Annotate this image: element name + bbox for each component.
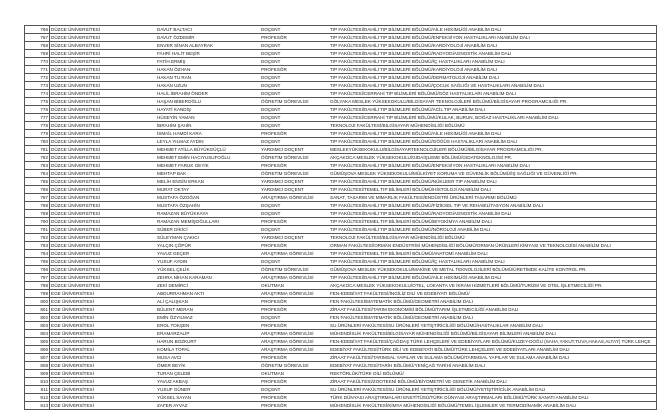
university-cell: EGE ÜNİVERSİTESİ — [49, 394, 156, 401]
name-cell: KOMİLA TOPAL — [157, 347, 190, 352]
title-cell: YARDIMCI DOÇENT — [261, 179, 304, 184]
department-cell: FEN-EDEBİYAT FAKÜLTESİ/ÇAĞDAŞ TÜRK LEHÇELERİ VE EDEBİYATLARI BÖLÜMÜ/KUZEY-DOĞU (SAHA,YAKUT,TUVA,HAKAS,ALTAY) TÜRK LEHÇE — [330, 339, 651, 344]
title-cell: PROFESÖR — [261, 163, 287, 168]
name-cell: HALİL İBRAHİM ÖNDER — [157, 91, 208, 96]
university-cell: EGE ÜNİVERSİTESİ — [49, 346, 156, 353]
row-number: 794 — [40, 251, 48, 256]
row-number: 793 — [40, 243, 48, 248]
title-cell: ARAŞTIRMA GÖREVLİSİ — [261, 339, 314, 344]
university-cell: EGE ÜNİVERSİTESİ — [49, 386, 156, 393]
name-cell: İSMAİL HAMDİ KARA — [157, 131, 202, 136]
title-cell: DOÇENT — [261, 91, 281, 96]
row-number: 784 — [40, 171, 48, 176]
name-cell: YUSUF GÜNER — [157, 387, 191, 392]
university-cell: DÜZCE ÜNİVERSİTESİ — [49, 250, 156, 257]
row-number: 791 — [40, 227, 48, 232]
row-number: 789 — [40, 211, 48, 216]
department-cell: EDEBİYAT FAKÜLTESİ/TARİH BÖLÜMÜ/YENİÇAĞ TARİHİ ANABİLİM DALI — [330, 363, 486, 368]
title-cell: ÖĞRETİM GÖREVLİSİ — [261, 155, 309, 160]
name-cell: MEHMET EMİN HACIYUSUFOĞLU — [157, 155, 231, 160]
table-row — [25, 386, 656, 394]
department-cell: TIP FAKÜLTESİ/DAHİLİ TIP BİLİMLERİ BÖLÜMÜ/İÇ HASTALIKLARI ANABİLİM DALI — [330, 59, 505, 64]
department-cell: TIP FAKÜLTESİ/DAHİLİ TIP BİLİMLERİ BÖLÜMÜ/İÇ HASTALIKLARI ANABİLİM DALI — [330, 259, 505, 264]
department-cell: MESLEKYÜKSEKOKULU/BİLGİSAYARTEKNOLOJİLERİ BÖLÜMÜ/BİLGİSAYAR PROGRAMCILIĞI PR. — [330, 147, 543, 152]
university-cell: DÜZCE ÜNİVERSİTESİ — [49, 114, 156, 121]
row-number: 783 — [40, 163, 48, 168]
name-cell: ÖMER BEYİK — [157, 363, 186, 368]
university-cell: EGE ÜNİVERSİTESİ — [49, 306, 156, 313]
row-number: 767 — [40, 35, 48, 40]
department-cell: TEKNOLOJİ FAKÜLTESİ/BİLGİSAYAR MÜHENDİSLİĞİ BÖLÜMÜ — [330, 123, 465, 128]
university-cell: DÜZCE ÜNİVERSİTESİ — [49, 282, 156, 289]
university-cell: DÜZCE ÜNİVERSİTESİ — [49, 274, 156, 281]
table-row — [25, 370, 656, 378]
title-cell: PROFESÖR — [261, 131, 287, 136]
title-cell: DOÇENT — [261, 203, 281, 208]
row-number: 796 — [40, 267, 48, 272]
name-cell: ENVER SİNAN ALBAYRAK — [157, 43, 214, 48]
title-cell: PROFESÖR — [261, 403, 287, 408]
table-row — [25, 122, 656, 130]
name-cell: ERAMARZALİP — [157, 331, 190, 336]
department-cell: EDEBİYAT FAKÜLTESİ/TÜRK DİLİ VE EDEBİYATI BÖLÜMÜ/TÜRK LEHÇELERİ VE EDEBİYATLARI ANABİLİM DALI — [330, 347, 570, 352]
table-row — [25, 66, 656, 74]
title-cell: PROFESÖR — [261, 219, 287, 224]
title-cell: DOÇENT — [261, 387, 281, 392]
university-cell: EGE ÜNİVERSİTESİ — [49, 330, 156, 337]
table-row — [25, 218, 656, 226]
title-cell: DOÇENT — [261, 227, 281, 232]
name-cell: İBRAHİM ŞAHİN — [157, 123, 192, 128]
name-cell: MUSA AVCI — [157, 355, 182, 360]
title-cell: ARAŞTIRMA GÖREVLİSİ — [261, 331, 314, 336]
title-cell: DOÇENT — [261, 43, 281, 48]
table-row — [25, 234, 656, 242]
title-cell: DOÇENT — [261, 315, 281, 320]
department-cell: TIP FAKÜLTESİ/CERRAHİ TIP BİLİMLERİ BÖLÜMÜ/KULAK, BURUN, BOĞAZ HASTALIKLARI ANABİLİM DALI — [330, 115, 559, 120]
department-cell: TIP FAKÜLTESİ/CERRAHİ TIP BİLİMLERİ BÖLÜMÜ/GÖZ HASTALIKLARI ANABİLİM DALI — [330, 91, 516, 96]
row-number: 804 — [40, 331, 48, 336]
table-row — [25, 202, 656, 210]
department-cell: TIP FAKÜLTESİ/DAHİLİ TIP BİLİMLERİ BÖLÜMÜ/RADYODİAGNOSTİK ANABİLİM DALI — [330, 51, 512, 56]
department-cell: FEN-EDEBİYAT FAKÜLTESİ/İNGİLİZ DİLİ VE EDEBİYATI BÖLÜMÜ/ — [330, 291, 470, 296]
department-cell: TIP FAKÜLTESİ/DAHİLİ TIP BİLİMLERİ BÖLÜMÜ/NÖROLOJİ ANABİLİM DALI — [330, 227, 491, 232]
title-cell: ÖĞRETİM GÖREVLİSİ — [261, 171, 309, 176]
table-row — [25, 154, 656, 162]
name-cell: DAVUT ÖZDEMİR — [157, 35, 195, 40]
name-cell: DAVUT BALTACI — [157, 27, 192, 32]
title-cell: YARDIMCI DOÇENT — [261, 147, 304, 152]
name-cell: SÜBER DİKİCİ — [157, 227, 188, 232]
row-number: 785 — [40, 179, 48, 184]
university-cell: DÜZCE ÜNİVERSİTESİ — [49, 234, 156, 241]
department-cell: MÜHENDİSLİK FAKÜLTESİ/KİMYA MÜHENDİSLİĞİ BÖLÜMÜ/TEMEL İŞLEMLER VE TERMODİNAMİK ANABİLİM DALI — [330, 403, 577, 408]
row-number: 786 — [40, 187, 48, 192]
table-row — [25, 170, 656, 178]
name-cell: MUSTAFA ÖZOĞAN — [157, 195, 200, 200]
name-cell: ZEHRA NİHAN KARAMAN — [157, 275, 212, 280]
row-number: 803 — [40, 323, 48, 328]
row-number: 810 — [40, 379, 48, 384]
row-number: 779 — [40, 131, 48, 136]
table-row — [25, 146, 656, 154]
table-row — [25, 314, 656, 322]
department-cell: SU ÜRÜNLERİ FAKÜLTESİ/SU ÜRÜNLERİ YETİŞTİRİCİLİĞİ BÖLÜMÜ/YETİŞTİRİCİLİK ANABİLİM DALI — [330, 387, 546, 392]
name-cell: EMİN ÖZYILMAZ — [157, 315, 193, 320]
title-cell: PROFESÖR — [261, 379, 287, 384]
table-row — [25, 306, 656, 314]
row-number: 805 — [40, 339, 48, 344]
university-cell: DÜZCE ÜNİVERSİTESİ — [49, 58, 156, 65]
staff-table — [24, 25, 657, 410]
department-cell: TIP FAKÜLTESİ/TEMEL TIP BİLİMLERİ BÖLÜMÜ/ANATOMİ ANABİLİM DALI — [330, 251, 488, 256]
row-number: 812 — [40, 395, 48, 400]
department-cell: TIP FAKÜLTESİ/DAHİLİ TIP BİLİMLERİ BÖLÜMÜ/DERMATOLOJİ ANABİLİM DALI — [330, 75, 499, 80]
name-cell: HÜSEYİN YAMAN — [157, 115, 195, 120]
row-number: 811 — [40, 387, 48, 392]
row-number: 807 — [40, 355, 48, 360]
name-cell: YUSUF AYDIN — [157, 259, 188, 264]
title-cell: DOÇENT — [261, 51, 281, 56]
title-cell: DOÇENT — [261, 139, 281, 144]
department-cell: SANAT, TASARIM VE MİMARLIK FAKÜLTESİ/ENDÜSTRİ ÜRÜNLERİ TASARIMI BÖLÜMÜ — [330, 195, 517, 200]
row-number: 788 — [40, 203, 48, 208]
university-cell: EGE ÜNİVERSİTESİ — [49, 378, 156, 385]
name-cell: EROL TOKŞEN — [157, 323, 190, 328]
university-cell: DÜZCE ÜNİVERSİTESİ — [49, 258, 156, 265]
department-cell: FEN FAKÜLTESİ/MATEMATİK BÖLÜMÜ/GEOMETRİ ANABİLİM DALI — [330, 315, 473, 320]
name-cell: RAMAZAN MEMİŞOĞULLARI — [157, 219, 220, 224]
department-cell: REKTÖRLÜK/TÜRK DİLİ BÖLÜMÜ/ — [330, 371, 404, 376]
table-row — [25, 114, 656, 122]
table-row — [25, 194, 656, 202]
department-cell: AKÇAKOCA MESLEK YÜKSEKOKULU/OTEL, LOKANTA VE İKRAM HİZMETLERİ BÖLÜMÜ/TURİZM VE OTEL İŞLETMECİLİĞİ PR. — [330, 283, 603, 288]
title-cell: DOÇENT — [261, 75, 281, 80]
title-cell: ÖĞRETİM GÖREVLİSİ — [261, 267, 309, 272]
row-number: 809 — [40, 371, 48, 376]
department-cell: ZİRAAT FAKÜLTESİ/TARIMSAL YAPILAR VE SULAMA BÖLÜMÜ/TARIMSAL YAPILAR VE SULAMA ANABİLİM DALI — [330, 355, 570, 360]
university-cell: DÜZCE ÜNİVERSİTESİ — [49, 242, 156, 249]
row-number: 776 — [40, 107, 48, 112]
university-cell: EGE ÜNİVERSİTESİ — [49, 362, 156, 369]
name-cell: FATİH ERMİŞ — [157, 59, 186, 64]
table-row — [25, 106, 656, 114]
university-cell: DÜZCE ÜNİVERSİTESİ — [49, 170, 156, 177]
table-row — [25, 282, 656, 290]
title-cell: DOÇENT — [261, 211, 281, 216]
title-cell: PROFESÖR — [261, 35, 287, 40]
name-cell: YAVUZ AKBAŞ — [157, 379, 188, 384]
title-cell: ÖĞRETİM GÖREVLİSİ — [261, 363, 309, 368]
table-row — [25, 82, 656, 90]
department-cell: TIP FAKÜLTESİ/DAHİLİ TIP BİLİMLERİ BÖLÜMÜ/KARDİYOLOJİ ANABİLİM DALI — [330, 67, 498, 72]
department-cell: TIP FAKÜLTESİ/DAHİLİ TIP BİLİMLERİ BÖLÜMÜ/FİZİKSEL TIP VE REHABİLİTASYON ANABİLİM DALI — [330, 203, 543, 208]
title-cell: OKUTMAN — [261, 283, 284, 288]
name-cell: SÜLEYMAN ÇAKICI — [157, 235, 199, 240]
title-cell: ARAŞTIRMA GÖREVLİSİ — [261, 195, 314, 200]
department-cell: TIP FAKÜLTESİ/DAHİLİ TIP BİLİMLERİ BÖLÜMÜ/GÖĞÜS HASTALIKLARI ANABİLİM DALI — [330, 139, 518, 144]
university-cell: DÜZCE ÜNİVERSİTESİ — [49, 98, 156, 105]
university-cell: DÜZCE ÜNİVERSİTESİ — [49, 82, 156, 89]
table-row — [25, 378, 656, 386]
table-row — [25, 354, 656, 362]
department-cell: ORMAN FAKÜLTESİ/ORMAN ENDÜSTRİSİ MÜHENDİSLİĞİ BÖLÜMÜ/ORMAN ÜRÜNLERİ KİMYASI VE TEKNOLOJİSİ ANABİLİM DALI — [330, 243, 611, 248]
row-number: 774 — [40, 91, 48, 96]
table-row — [25, 138, 656, 146]
university-cell: DÜZCE ÜNİVERSİTESİ — [49, 106, 156, 113]
university-cell: EGE ÜNİVERSİTESİ — [49, 290, 156, 297]
department-cell: AKÇAKOCA MESLEK YÜKSEKOKULU/GIDAİŞLEME BÖLÜMÜ/GIDATEKNOLOJİSİ PR. — [330, 155, 513, 160]
department-cell: GÜMÜŞOVA MESLEK YÜKSEKOKULU/MÜLKİYET KORUMA VE GÜVENLİK BÖLÜMÜ/İŞ SAĞLIĞI VE GÜVENLİĞİ PR. — [330, 171, 578, 176]
department-cell: TIP FAKÜLTESİ/DAHİLİ TIP BİLİMLERİ BÖLÜMÜ/AİLE HEKİMLİĞİ ANABİLİM DALI — [330, 275, 502, 280]
department-cell: TÜRK DÜNYASI ARAŞTIRMALARI ENSTİTÜSÜ/TÜRK DÜNYASI ARAŞTIRMALARI BÖLÜMÜ/TÜRK SANATI ANABİLİM DALI — [330, 395, 589, 400]
department-cell: ZİRAAT FAKÜLTESİ/ZOOTEKNİ BÖLÜMÜ/BİYOMETRİ VE GENETİK ANABİLİM DALI — [330, 379, 507, 384]
name-cell: HAKAN ÖZHAN — [157, 67, 191, 72]
department-cell: TIP FAKÜLTESİ/DAHİLİ TIP BİLİMLERİ BÖLÜMÜ/AİLE HEKİMLİĞİ ANABİLİM DALI — [330, 27, 502, 32]
department-cell: TIP FAKÜLTESİ/DAHİLİ TIP BİLİMLERİ BÖLÜMÜ/ÇOCUK SAĞLIĞI VE HASTALIKLARI ANABİLİM DALI — [330, 83, 544, 88]
title-cell: PROFESÖR — [261, 67, 287, 72]
university-cell: EGE ÜNİVERSİTESİ — [49, 402, 156, 409]
title-cell: PROFESÖR — [261, 395, 287, 400]
row-number: 798 — [40, 283, 48, 288]
table-row — [25, 98, 656, 106]
row-number: 790 — [40, 219, 48, 224]
row-number: 806 — [40, 347, 48, 352]
table-row — [25, 298, 656, 306]
table-row — [25, 74, 656, 82]
title-cell: ÖĞRETİM GÖREVLİSİ — [261, 99, 309, 104]
table-row — [25, 50, 656, 58]
row-number: 795 — [40, 259, 48, 264]
name-cell: YÜKSEL SAYAN — [157, 395, 192, 400]
university-cell: DÜZCE ÜNİVERSİTESİ — [49, 122, 156, 129]
title-cell: PROFESÖR — [261, 307, 287, 312]
table-row — [25, 186, 656, 194]
university-cell: DÜZCE ÜNİVERSİTESİ — [49, 226, 156, 233]
department-cell: TIP FAKÜLTESİ/DAHİLİ TIP BİLİMLERİ BÖLÜMÜ/ENFEKSİYON HASTALIKLARI ANABİLİM DALI — [330, 35, 530, 40]
title-cell: ARAŞTIRMA GÖREVLİSİ — [261, 251, 314, 256]
table-row — [25, 338, 656, 346]
university-cell: DÜZCE ÜNİVERSİTESİ — [49, 202, 156, 209]
university-cell: DÜZCE ÜNİVERSİTESİ — [49, 26, 156, 33]
row-number: 777 — [40, 115, 48, 120]
department-cell: MÜHENDİSLİK FAKÜLTESİ/BİLGİSAYAR MÜHENDİSLİĞİ BÖLÜMÜ/BİLGİSAYAR BİLİMLERİ ANABİLİM DALI — [330, 331, 556, 336]
row-number: 769 — [40, 51, 48, 56]
title-cell: ARAŞTIRMA GÖREVLİSİ — [261, 291, 314, 296]
table-row — [25, 42, 656, 50]
table-row — [25, 330, 656, 338]
name-cell: HAKAN TU RAN — [157, 75, 192, 80]
table-row — [25, 274, 656, 282]
department-cell: SU ÜRÜNLERİ FAKÜLTESİ/SU ÜRÜNLERİ YETİŞTİRİCİLİĞİ BÖLÜMÜ/HASTALIKLAR ANABİLİM DALI — [330, 323, 543, 328]
department-cell: GÜMÜŞOVA MESLEK YÜKSEKOKULU/MAKİNE VE METAL TEKNOLOJİLERİ BÖLÜMÜ/ÜRETİMDE KALİTE KONTROL PR. — [330, 267, 587, 272]
university-cell: DÜZCE ÜNİVERSİTESİ — [49, 66, 156, 73]
row-number: 773 — [40, 83, 48, 88]
row-number: 792 — [40, 235, 48, 240]
university-cell: DÜZCE ÜNİVERSİTESİ — [49, 42, 156, 49]
university-cell: DÜZCE ÜNİVERSİTESİ — [49, 218, 156, 225]
department-cell: TIP FAKÜLTESİ/DAHİLİ TIP BİLİMLERİ BÖLÜMÜ/RADYODİAGNOSTİK ANABİLİM DALI — [330, 211, 512, 216]
row-number: 771 — [40, 67, 48, 72]
department-cell: TIP FAKÜLTESİ/DAHİLİ TIP BİLİMLERİ BÖLÜMÜ/ACİL TIP ANABİLİM DALI — [330, 107, 486, 112]
title-cell: DOÇENT — [261, 83, 281, 88]
name-cell: MELİH ENGİN ERKAN — [157, 179, 204, 184]
name-cell: FAHRİ HALİT BEŞİR — [157, 51, 200, 56]
university-cell: EGE ÜNİVERSİTESİ — [49, 354, 156, 361]
row-number: 781 — [40, 147, 48, 152]
name-cell: TURAN ÇELEBİ — [157, 371, 191, 376]
row-number: 802 — [40, 315, 48, 320]
department-cell: GÖLYAKA MESLEK YÜKSEKOKULU/BİLGİSAYAR TEKNOLOJİLERİ BÖLÜMÜ/BİLGİSAYAR PROGRAMCILIĞI PR. — [330, 99, 568, 104]
university-cell: EGE ÜNİVERSİTESİ — [49, 370, 156, 377]
department-cell: TEKNOLOJİ FAKÜLTESİ/BİLGİSAYAR MÜHENDİSLİĞİ BÖLÜMÜ — [330, 235, 465, 240]
name-cell: HARUN BOZKURT — [157, 339, 197, 344]
table-row — [25, 34, 656, 42]
row-number: 808 — [40, 363, 48, 368]
table-row — [25, 226, 656, 234]
table-row — [25, 210, 656, 218]
department-cell: FEN FAKÜLTESİ/MATEMATİK BÖLÜMÜ/GEOMETRİ ANABİLİM DALI — [330, 299, 473, 304]
university-cell: EGE ÜNİVERSİTESİ — [49, 314, 156, 321]
university-cell: DÜZCE ÜNİVERSİTESİ — [49, 162, 156, 169]
row-number: 778 — [40, 123, 48, 128]
row-number: 799 — [40, 291, 48, 296]
table-row — [25, 362, 656, 370]
title-cell: ARAŞTIRMA GÖREVLİSİ — [261, 275, 314, 280]
title-cell: YARDIMCI DOÇENT — [261, 187, 304, 192]
department-cell: TIP FAKÜLTESİ/TEMEL TIP BİLİMLERİ BÖLÜMÜ/BİYOKİMYA ANABİLİM DALI — [330, 219, 492, 224]
table-row — [25, 322, 656, 330]
name-cell: MUSTAFA ÖZŞAHİN — [157, 203, 200, 208]
table-row — [25, 162, 656, 170]
title-cell: PROFESÖR — [261, 243, 287, 248]
table-row — [25, 346, 656, 354]
name-cell: RAMAZAN BÜYÜKKAYA — [157, 211, 209, 216]
university-cell: DÜZCE ÜNİVERSİTESİ — [49, 146, 156, 153]
table-row — [25, 178, 656, 186]
row-number: 772 — [40, 75, 48, 80]
title-cell: DOÇENT — [261, 123, 281, 128]
table-row — [25, 266, 656, 274]
name-cell: MEHMET ATİLLA BÜYÜKGÜÇLÜ — [157, 147, 226, 152]
university-cell: DÜZCE ÜNİVERSİTESİ — [49, 90, 156, 97]
row-number: 787 — [40, 195, 48, 200]
table-row — [25, 242, 656, 250]
table-row — [25, 90, 656, 98]
name-cell: ZEKİ DEMİRCİ — [157, 283, 188, 288]
title-cell: DOÇENT — [261, 107, 281, 112]
department-cell: ZİRAAT FAKÜLTESİ/TARIM EKONOMİSİ BÖLÜMÜ/TARIM İŞLETMECİLİĞİ ANABİLİM DALI — [330, 307, 519, 312]
name-cell: MEHMET FARUK GEYİK — [157, 163, 209, 168]
name-cell: ALİ ÇALIŞKAN — [157, 299, 188, 304]
department-cell: TIP FAKÜLTESİ/DAHİLİ TIP BİLİMLERİ BÖLÜMÜ/ENFEKSİYON HASTALIKLARI ANABİLİM DALI — [330, 163, 530, 168]
title-cell: OKUTMAN — [261, 371, 284, 376]
row-number: 782 — [40, 155, 48, 160]
name-cell: YAVUZ GEÇER — [157, 251, 190, 256]
name-cell: HAŞAN BİBEROĞLU — [157, 99, 201, 104]
university-cell: DÜZCE ÜNİVERSİTESİ — [49, 154, 156, 161]
row-number: 770 — [40, 59, 48, 64]
name-cell: MURAT OKTAY — [157, 187, 190, 192]
department-cell: TIP FAKÜLTESİ/TEMEL TIP BİLİMLERİ BÖLÜMÜ/HİSTOLOJİ ANABİLİM DALI — [330, 187, 491, 192]
department-cell: TIP FAKÜLTESİ/DAHİLİ TIP BİLİMLERİ BÖLÜMÜ/NÜKLEER TIP ANABİLİM DALI — [330, 179, 497, 184]
name-cell: HAYATİ KANDİŞ — [157, 107, 191, 112]
university-cell: EGE ÜNİVERSİTESİ — [49, 338, 156, 345]
department-cell: TIP FAKÜLTESİ/DAHİLİ TIP BİLİMLERİ BÖLÜMÜ/KARDİYOLOJİ ANABİLİM DALI — [330, 43, 498, 48]
name-cell: LEYLA YILMAZ AYDIN — [157, 139, 204, 144]
table-row — [25, 402, 656, 410]
table-row — [25, 258, 656, 266]
table-row — [25, 250, 656, 258]
name-cell: HAKAN UZUN — [157, 83, 187, 88]
name-cell: YÜKSEL ÇELİK — [157, 267, 190, 272]
university-cell: EGE ÜNİVERSİTESİ — [49, 298, 156, 305]
name-cell: MEHTAP BAK — [157, 171, 187, 176]
table-row — [25, 130, 656, 138]
row-number: 813 — [40, 403, 48, 408]
row-number: 801 — [40, 307, 48, 312]
name-cell: ZAFER AYVAZ — [157, 403, 188, 408]
university-cell: DÜZCE ÜNİVERSİTESİ — [49, 74, 156, 81]
table-row — [25, 394, 656, 402]
name-cell: YALÇIN ÇÖPÜR — [157, 243, 192, 248]
university-cell: DÜZCE ÜNİVERSİTESİ — [49, 50, 156, 57]
row-number: 768 — [40, 43, 48, 48]
title-cell: DOÇENT — [261, 27, 281, 32]
university-cell: EGE ÜNİVERSİTESİ — [49, 322, 156, 329]
university-cell: DÜZCE ÜNİVERSİTESİ — [49, 178, 156, 185]
department-cell: TIP FAKÜLTESİ/DAHİLİ TIP BİLİMLERİ BÖLÜMÜ/AİLE HEKİMLİĞİ ANABİLİM DALI — [330, 131, 502, 136]
title-cell: DOÇENT — [261, 59, 281, 64]
university-cell: DÜZCE ÜNİVERSİTESİ — [49, 186, 156, 193]
row-number: 800 — [40, 299, 48, 304]
university-cell: DÜZCE ÜNİVERSİTESİ — [49, 138, 156, 145]
university-cell: DÜZCE ÜNİVERSİTESİ — [49, 194, 156, 201]
name-cell: ABDURRAHMAN AKTI — [157, 291, 205, 296]
university-cell: DÜZCE ÜNİVERSİTESİ — [49, 34, 156, 41]
table-row — [25, 26, 656, 34]
name-cell: BÜLENT MERAN — [157, 307, 193, 312]
row-number: 766 — [40, 27, 48, 32]
title-cell: PROFESÖR — [261, 355, 287, 360]
table-row — [25, 58, 656, 66]
title-cell: DOÇENT — [261, 259, 281, 264]
title-cell: PROFESÖR — [261, 323, 287, 328]
university-cell: DÜZCE ÜNİVERSİTESİ — [49, 210, 156, 217]
title-cell: ARAŞTIRMA GÖREVLİSİ — [261, 347, 314, 352]
row-number: 775 — [40, 99, 48, 104]
title-cell: PROFESÖR — [261, 299, 287, 304]
university-cell: DÜZCE ÜNİVERSİTESİ — [49, 266, 156, 273]
title-cell: DOÇENT — [261, 115, 281, 120]
row-number: 780 — [40, 139, 48, 144]
table-row — [25, 290, 656, 298]
title-cell: YARDIMCI DOÇENT — [261, 235, 304, 240]
row-number: 797 — [40, 275, 48, 280]
university-cell: DÜZCE ÜNİVERSİTESİ — [49, 130, 156, 137]
